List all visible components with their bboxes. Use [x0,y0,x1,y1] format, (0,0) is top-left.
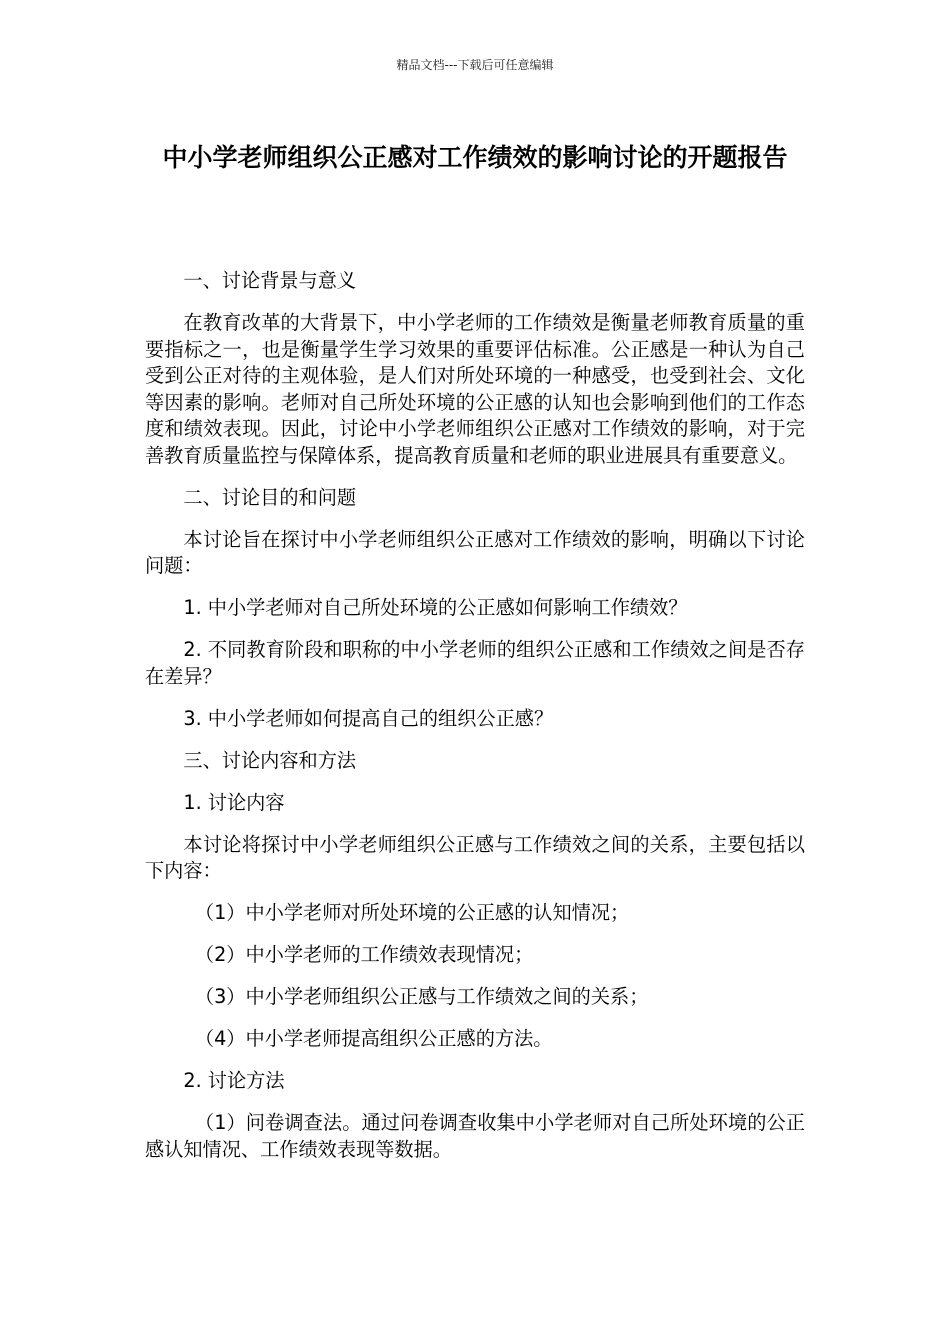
paragraph-purpose: 本讨论旨在探讨中小学老师组织公正感对工作绩效的影响，明确以下讨论问题： [145,527,805,577]
section-heading-background: 一、讨论背景与意义 [183,269,357,292]
question-3: 3. 中小学老师如何提高自己的组织公正感？ [183,706,554,730]
paragraph-content: 本讨论将探讨中小学老师组织公正感与工作绩效之间的关系，主要包括以下内容： [145,832,805,882]
content-item-2: （2）中小学老师的工作绩效表现情况； [194,943,534,966]
subheading-content: 1. 讨论内容 [183,790,285,814]
document-title: 中小学老师组织公正感对工作绩效的影响讨论的开题报告 [162,143,788,172]
page-header: 精品文档---下载后可任意编辑 [396,58,554,72]
section-heading-purpose: 二、讨论目的和问题 [183,485,357,509]
content-item-3: （3）中小学老师组织公正感与工作绩效之间的关系； [194,985,649,1008]
paragraph-background: 在教育改革的大背景下，中小学老师的工作绩效是衡量老师教育质量的重要指标之一，也是衡量学生学习效果的重要评估标准。公正感是一种认为自己受到公正对待的主观体验，是人们对所处环境的一种感受，也受到社会、文化等因素的影响。老师对自己所处环境的公正感的认知也会影响到他们的工作态度和绩效表现。因此，讨论中小学老师组织公正感对工作绩效的影响，对于完善教育质量监控与保障体系，提高教育质量和老师的职业进展具有重要意义。 [145,311,805,467]
section-heading-content-method: 三、讨论内容和方法 [183,748,357,772]
subheading-method: 2. 讨论方法 [183,1069,285,1092]
content-item-1: （1）中小学老师对所处环境的公正感的认知情况； [194,901,630,924]
content-item-4: （4）中小学老师提高组织公正感的方法。 [194,1027,553,1050]
document-body [145,268,805,1179]
question-1: 1. 中小学老师对自己所处环境的公正感如何影响工作绩效？ [183,596,688,619]
method-item-1: （1）问卷调查法。通过问卷调查收集中小学老师对自己所处环境的公正感认知情况、工作绩效表现等数据。 [145,1111,805,1161]
question-2: 2. 不同教育阶段和职称的中小学老师的组织公正感和工作绩效之间是否存在差异？ [145,638,805,688]
